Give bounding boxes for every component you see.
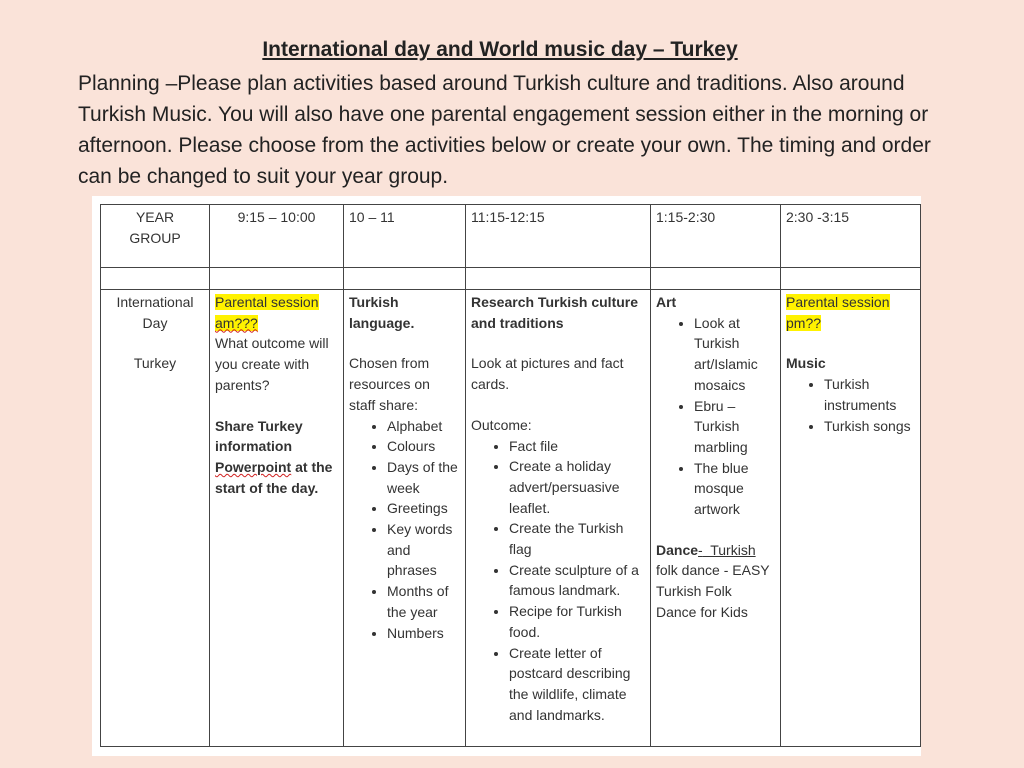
research-heading: Research Turkish culture and traditions [471,294,639,331]
header-year-group [101,205,210,268]
list-item: • Ebru – Turkish marbling [694,396,775,458]
header-slot-1: 9:15 – 10:00 [210,205,344,268]
list-item: • Create letter of postcard describing the wildlife, climate and landmarks. [509,643,645,726]
outcome-question: What outcome will you create with parents? [215,335,329,393]
blank-cell [344,268,466,290]
music-list [786,374,915,436]
bold-text-b: at the start of the day. [215,458,333,496]
share-powerpoint-note [215,416,338,499]
year-group-cell [101,290,210,747]
header-slot-4: 1:15-2:30 [651,205,781,268]
year-group-country: Turkey [133,355,177,372]
music-heading: Music [786,355,826,372]
highlight-text: Parental session pm?? [786,294,890,331]
list-item: • Colours [387,436,460,457]
parental-session-am [215,292,338,333]
slot-2-cell [344,290,466,747]
list-item: • Create sculpture of a famous landmark. [509,560,645,601]
dance-label: Dance [656,541,699,558]
blank-cell [781,268,921,290]
table-header-row [101,205,921,268]
bold-squiggle-text: Powerpoint [215,458,292,475]
blank-cell [210,268,344,290]
list-item: • Key words and phrases [387,519,460,581]
page-title: International day and World music day – Turkey [262,38,738,61]
research-text: Look at pictures and fact cards. [471,355,624,393]
planning-sheet [92,196,921,756]
blank-cell [651,268,781,290]
intro-paragraph: Planning –Please plan activities based around Turkish culture and traditions. Also around Turkish Music. You will also have one parental engagement session either in the morning or afternoon. Please choose from the activities below or create your own. The timing and order can be changed to suit your year group. [78,72,931,188]
list-item: • Greetings [387,498,460,519]
slot-1-cell [210,290,344,747]
blank-row [101,268,921,290]
list-item: • Numbers [387,623,460,644]
list-item: • Create the Turkish flag [509,518,645,559]
list-item: • Turkish songs [824,416,915,437]
slot-5-cell [781,290,921,747]
bold-text-a: Share Turkey information [215,417,303,455]
blank-cell [101,268,210,290]
list-item: • Turkish instruments [824,374,915,415]
list-item: • Months of the year [387,581,460,622]
slot-3-cell [466,290,651,747]
highlight-squiggle-text: am??? [215,314,258,331]
dance-note [656,540,775,623]
list-item: • Create a holiday advert/persuasive leaflet. [509,456,645,518]
blank-cell [466,268,651,290]
header-slot-5: 2:30 -3:15 [781,205,921,268]
dance-description: folk dance - EASY Turkish Folk Dance for Kids [656,562,770,620]
outcome-list [471,436,645,726]
dance-dash: - [698,541,703,558]
header-year-group-label: YEAR GROUP [129,209,181,246]
outcome-label: Outcome: [471,416,532,433]
highlight-text: Parental session [215,294,319,310]
year-group-label: International Day [116,294,194,331]
list-item: • Alphabet [387,416,460,437]
parental-session-pm [786,292,915,333]
language-list [349,416,460,644]
list-item: • Recipe for Turkish food. [509,601,645,642]
art-heading: Art [656,294,677,310]
header-slot-3: 11:15-12:15 [466,205,651,268]
list-item: • Fact file [509,436,645,457]
planning-table [100,204,921,747]
table-row [101,290,921,747]
list-item: • Days of the week [387,457,460,498]
resources-text: Chosen from resources on staff share: [349,355,430,413]
dance-link[interactable]: Turkish [702,541,756,558]
slot-4-cell [651,290,781,747]
list-item: • The blue mosque artwork [694,458,775,520]
list-item: • Look at Turkish art/Islamic mosaics [694,313,775,396]
turkish-language-heading: Turkish language. [349,294,415,331]
header-slot-2: 10 – 11 [344,205,466,268]
art-list [656,313,775,520]
